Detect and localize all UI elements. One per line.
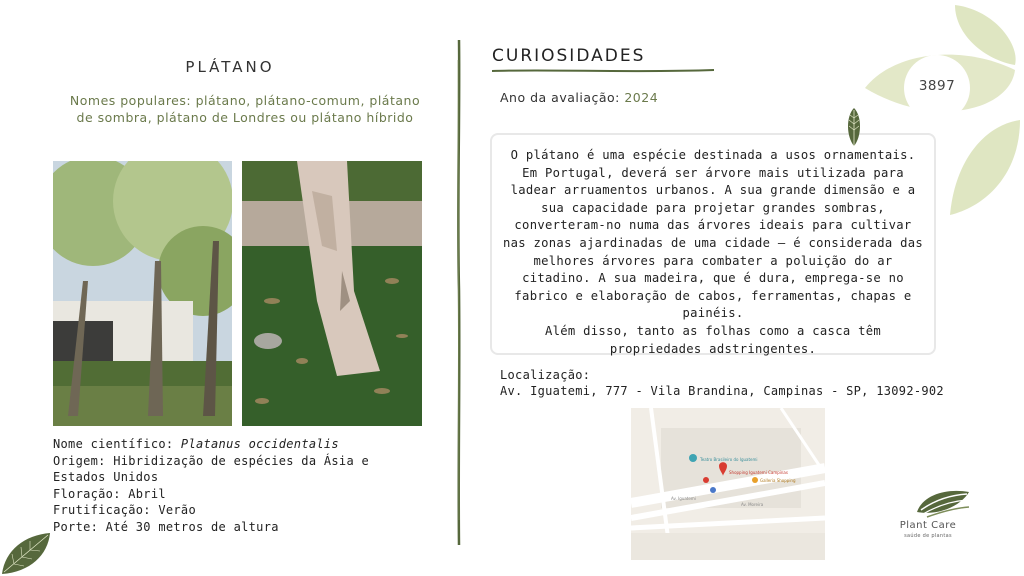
map-pin-teal: [689, 454, 697, 462]
decorative-leaves: [855, 0, 1024, 230]
map-road-label-1: Av. Iguatemi: [671, 496, 696, 501]
fruiting-row: Frutificação: Verão: [53, 503, 196, 517]
map-pin-orange: [752, 477, 758, 483]
brand-tagline: saúde de plantas: [904, 533, 952, 539]
evaluation-year: [500, 90, 658, 105]
location-address: Av. Iguatemi, 777 - Vila Brandina, Campinas - SP, 13092-902: [500, 384, 944, 398]
small-leaf-icon: [844, 106, 864, 148]
year-label: Ano da avaliação:: [500, 90, 625, 105]
location-label: Localização:: [500, 368, 591, 382]
curiosities-heading: CURIOSIDADES: [492, 46, 646, 66]
corner-leaf-icon: [0, 530, 54, 576]
brand-logo-icon: [913, 486, 971, 520]
map-label-poi3: Galleria Shopping: [760, 478, 796, 483]
map-graphic: [631, 408, 825, 560]
description-text: O plátano é uma espécie destinada a usos ornamentais. Em Portugal, deverá ser árvore mais utilizada para ladear arruamentos urbanos. A sua grande dimensão e a sua capacidade para projetar grandes sombras, converteram-no numa das árvores ideais para cultivar nas zonas ajardinadas de uma cidade – é considerada das melhores árvores para combater a poluição do ar citadino. A sua madeira, que é dura, emprega-se no fabrico e elaboração de cabos, ferramentas, chapas e painéis.: [502, 148, 924, 321]
map-pin-small: [703, 477, 709, 483]
vertical-divider: [453, 40, 465, 545]
map-road-label-2: Av. Moreira: [741, 502, 764, 507]
popular-names: Nomes populares: plátano, plátano-comum, plátano de sombra, plátano de Londres ou plátano híbrido: [69, 93, 421, 125]
scientific-name: Platanus occidentalis: [180, 437, 339, 451]
tree-trunk-photo: [242, 161, 422, 426]
map-pin-blue: [710, 487, 716, 493]
brand-name: Plant Care: [899, 520, 957, 531]
origin-row: Origem: Hibridização de espécies da Ásia e Estados Unidos: [53, 453, 370, 484]
plant-info: [53, 436, 413, 535]
map-label-poi2: Shopping Iguatemi Campinas: [729, 470, 788, 475]
map-label-poi1: Teatro Brasileiro do Iguatemi: [700, 457, 758, 462]
badge-code: 3897: [918, 78, 956, 94]
tree-photo-wide: [53, 161, 232, 426]
flowering-row: Floração: Abril: [53, 486, 166, 501]
scientific-name-row: [53, 436, 413, 453]
location-map[interactable]: [631, 408, 825, 560]
plant-title: PLÁTANO: [185, 58, 275, 76]
scientific-label: Nome científico:: [53, 437, 181, 451]
size-row: Porte: Até 30 metros de altura: [53, 519, 279, 534]
heading-underline: [492, 68, 714, 74]
year-value: 2024: [624, 90, 659, 105]
description-text-2: Além disso, tanto as folhas como a casca têm propriedades adstringentes.: [544, 323, 882, 356]
